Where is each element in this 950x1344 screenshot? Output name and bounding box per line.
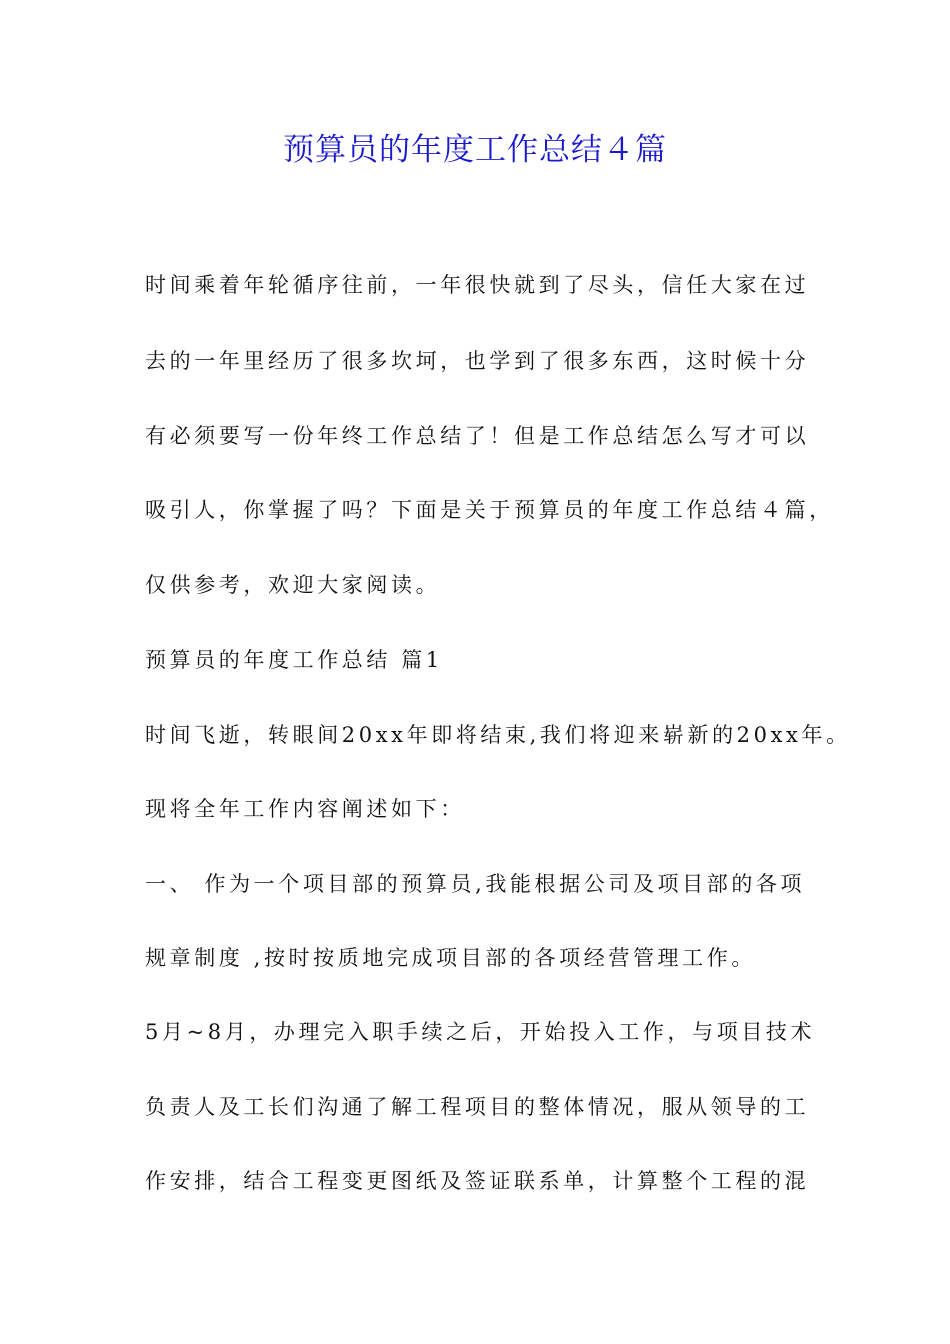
- body-line: 吸引人，你掌握了吗？下面是关于预算员的年度工作总结４篇，: [145, 498, 834, 522]
- body-line: 现将全年工作内容阐述如下：: [145, 797, 465, 821]
- body-line: 一、 作为一个项目部的预算员,我能根据公司及项目部的各项: [145, 872, 806, 896]
- body-line: 规章制度 ,按时按质地完成项目部的各项经营管理工作。: [145, 946, 756, 970]
- section-heading: 预算员的年度工作总结 篇1: [145, 648, 443, 672]
- document-title: 预算员的年度工作总结４篇: [283, 132, 667, 168]
- body-line: 时间飞逝，转眼间20xx年即将结束,我们将迎来崭新的20xx年。: [145, 723, 851, 747]
- body-line: 有必须要写一份年终工作总结了！但是工作总结怎么写才可以: [145, 424, 810, 448]
- body-line: 时间乘着年轮循序往前，一年很快就到了尽头，信任大家在过: [145, 273, 810, 297]
- body-line: 去的一年里经历了很多坎坷，也学到了很多东西，这时候十分: [145, 349, 810, 373]
- body-line: 5月~8月，办理完入职手续之后，开始投入工作，与项目技术: [145, 1020, 816, 1044]
- body-line: 仅供参考，欢迎大家阅读。: [145, 573, 441, 597]
- body-line: 负责人及工长们沟通了解工程项目的整体情况，服从领导的工: [145, 1095, 810, 1119]
- body-line: 作安排，结合工程变更图纸及签证联系单，计算整个工程的混: [145, 1169, 810, 1193]
